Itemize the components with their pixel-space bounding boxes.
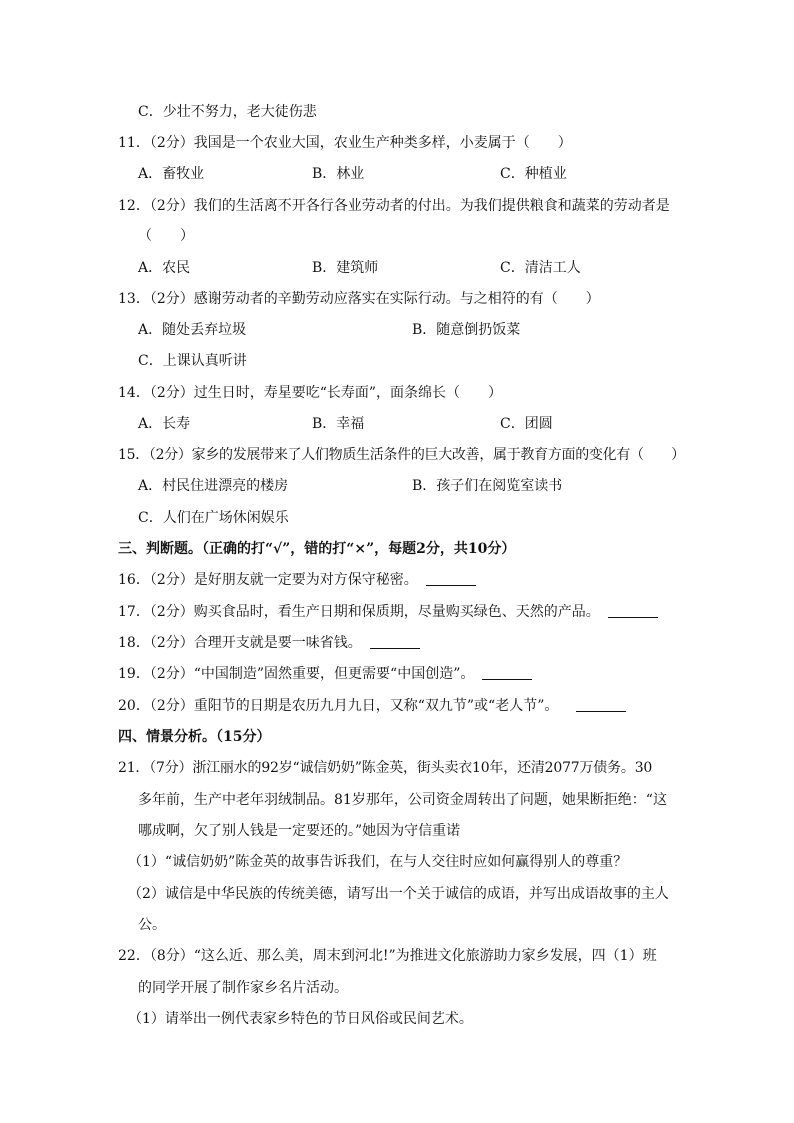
question-21-line-3: 哪成啊，欠了别人钱是一定要还的。”她因为守信重诺 bbox=[138, 823, 461, 839]
q12-option-b: B．建筑师 bbox=[312, 260, 379, 276]
q14-option-c: C．团圆 bbox=[500, 416, 553, 432]
question-12-cont: （ ） bbox=[138, 228, 194, 244]
q15-option-a: A．村民住进漂亮的楼房 bbox=[138, 478, 289, 494]
q11-option-c: C．种植业 bbox=[500, 166, 567, 182]
q11-option-a: A．畜牧业 bbox=[138, 166, 205, 182]
question-22-line-2: 的同学开展了制作家乡名片活动。 bbox=[138, 980, 348, 996]
q13-option-a: A．随处丢弃垃圾 bbox=[138, 322, 247, 338]
answer-blank-18[interactable] bbox=[370, 634, 420, 649]
question-17-text: 17．（2分）购买食品时，看生产日期和保质期，尽量购买绿色、天然的产品。 bbox=[118, 604, 600, 620]
question-21-sub-2-line-1: （2）诚信是中华民族的传统美德，请写出一个关于诚信的成语，并写出成语故事的主人 bbox=[128, 886, 669, 902]
question-21-line-2: 多年前，生产中老年羽绒制品。81岁那年，公司资金周转出了问题，她果断拒绝：“这 bbox=[138, 792, 667, 808]
question-11: 11．（2分）我国是一个农业大国，农业生产种类多样，小麦属于（ ） bbox=[118, 135, 572, 151]
q13-option-b: B．随意倒扔饭菜 bbox=[412, 322, 521, 338]
q13-option-c: C．上课认真听讲 bbox=[138, 353, 247, 369]
answer-blank-19[interactable] bbox=[482, 665, 532, 680]
question-18 bbox=[118, 633, 420, 653]
question-19-text: 19．（2分）“中国制造”固然重要，但更需要“中国创造”。 bbox=[118, 666, 475, 682]
question-22-line-1: 22．（8分）“这么近、那么美，周末到河北!”为推进文化旅游助力家乡发展，四（1）班 bbox=[118, 948, 657, 964]
answer-blank-17[interactable] bbox=[608, 603, 658, 618]
question-22-sub-1: （1）请举出一例代表家乡特色的节日风俗或民间艺术。 bbox=[128, 1011, 473, 1027]
answer-blank-16[interactable] bbox=[426, 571, 476, 586]
question-15: 15．（2分）家乡的发展带来了人们物质生活条件的巨大改善，属于教育方面的变化有（ ） bbox=[118, 447, 685, 463]
question-12: 12．（2分）我们的生活离不开各行各业劳动者的付出。为我们提供粮食和蔬菜的劳动者是 bbox=[118, 198, 670, 214]
question-21-line-1: 21．（7分）浙江丽水的92岁“诚信奶奶”陈金英，街头卖衣10年，还清2077万债务。30 bbox=[118, 760, 653, 776]
question-16-text: 16．（2分）是好朋友就一定要为对方保守秘密。 bbox=[118, 572, 418, 588]
q14-option-b: B．幸福 bbox=[312, 416, 365, 432]
question-19 bbox=[118, 664, 532, 684]
question-13: 13．（2分）感谢劳动者的辛勤劳动应落实在实际行动。与之相符的有（ ） bbox=[118, 291, 600, 307]
section-3-heading: 三、判断题。（正确的打“√”，错的打“×”，每题2分，共10分） bbox=[118, 541, 516, 557]
question-21-sub-1: （1）“诚信奶奶”陈金英的故事告诉我们，在与人交往时应如何赢得别人的尊重？ bbox=[128, 854, 628, 870]
question-14: 14．（2分）过生日时，寿星要吃“长寿面”，面条绵长（ ） bbox=[118, 385, 503, 401]
question-18-text: 18．（2分）合理开支就是要一味省钱。 bbox=[118, 635, 362, 651]
q15-option-c: C．人们在广场休闲娱乐 bbox=[138, 510, 289, 526]
q14-option-a: A．长寿 bbox=[138, 416, 191, 432]
question-16 bbox=[118, 570, 476, 590]
q12-option-a: A．农民 bbox=[138, 260, 191, 276]
q10-option-c: C．少壮不努力，老大徒伤悲 bbox=[138, 104, 317, 120]
question-20 bbox=[118, 696, 626, 716]
q12-option-c: C．清洁工人 bbox=[500, 260, 581, 276]
question-20-text: 20．（2分）重阳节的日期是农历九月九日，又称“双九节”或“老人节”。 bbox=[118, 698, 559, 714]
answer-blank-20[interactable] bbox=[576, 697, 626, 712]
q11-option-b: B．林业 bbox=[312, 166, 365, 182]
question-21-sub-2-line-2: 公。 bbox=[138, 917, 166, 933]
q15-option-b: B．孩子们在阅览室读书 bbox=[412, 478, 563, 494]
section-4-heading: 四、情景分析。（15分） bbox=[118, 729, 271, 745]
question-17 bbox=[118, 602, 658, 622]
